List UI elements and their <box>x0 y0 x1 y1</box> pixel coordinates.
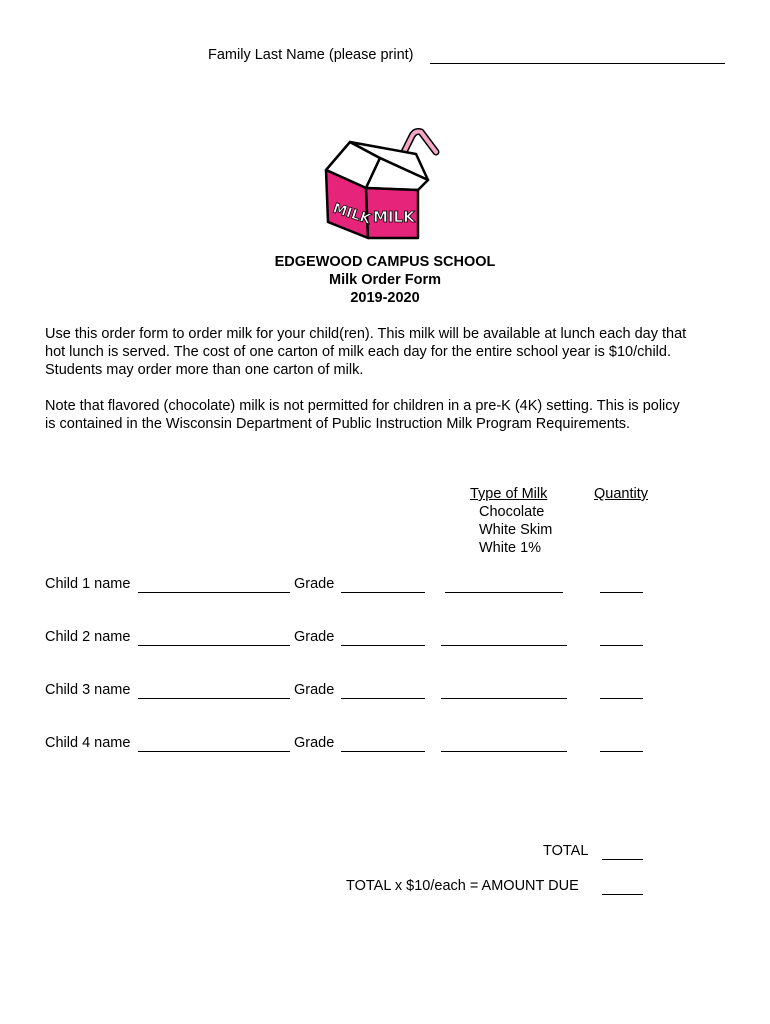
note-line: is contained in the Wisconsin Department of Public Instruction Milk Program Requirements. <box>45 416 631 432</box>
child-name-label: Child 1 name <box>45 576 131 592</box>
child-name-field[interactable] <box>138 645 290 646</box>
carton-word-left: MILK <box>330 200 373 228</box>
milk-type-field[interactable] <box>445 592 563 593</box>
family-name-field[interactable] <box>430 63 725 64</box>
option-white-skim: White Skim <box>479 522 553 538</box>
intro-line: Use this order form to order milk for your child(ren). This milk will be available at lunch each day that <box>45 326 687 342</box>
form-title: Milk Order Form <box>329 272 441 288</box>
grade-field[interactable] <box>341 751 425 752</box>
family-name-label: Family Last Name (please print) <box>208 47 414 63</box>
grade-label: Grade <box>294 629 335 645</box>
child-name-label: Child 3 name <box>45 682 131 698</box>
amount-due-field[interactable] <box>602 894 643 895</box>
intro-line: Students may order more than one carton of milk. <box>45 362 364 378</box>
intro-paragraph <box>45 325 735 379</box>
milk-type-field[interactable] <box>441 751 567 752</box>
child-name-field[interactable] <box>138 592 290 593</box>
child-name-field[interactable] <box>138 698 290 699</box>
quantity-header: Quantity <box>594 486 648 502</box>
total-field[interactable] <box>602 859 643 860</box>
option-white-1pct: White 1% <box>479 540 542 556</box>
quantity-field[interactable] <box>600 698 643 699</box>
total-label: TOTAL <box>543 843 589 859</box>
quantity-field[interactable] <box>600 645 643 646</box>
grade-label: Grade <box>294 682 335 698</box>
grade-label: Grade <box>294 735 335 751</box>
quantity-field[interactable] <box>600 592 643 593</box>
note-line: Note that flavored (chocolate) milk is not permitted for children in a pre-K (4K) setting. This is policy <box>45 398 680 414</box>
quantity-field[interactable] <box>600 751 643 752</box>
grade-field[interactable] <box>341 592 425 593</box>
grade-label: Grade <box>294 576 335 592</box>
intro-line: hot lunch is served. The cost of one carton of milk each day for the entire school year is $10/child. <box>45 344 671 360</box>
note-paragraph <box>45 397 735 433</box>
child-name-field[interactable] <box>138 751 290 752</box>
milk-carton-logo <box>318 124 450 242</box>
grade-field[interactable] <box>341 645 425 646</box>
family-name-row <box>208 47 414 63</box>
carton-word-right: MILK <box>373 208 415 226</box>
school-name: EDGEWOOD CAMPUS SCHOOL <box>274 254 496 270</box>
amount-due-label: TOTAL x $10/each = AMOUNT DUE <box>346 878 579 894</box>
child-name-label: Child 2 name <box>45 629 131 645</box>
grade-field[interactable] <box>341 698 425 699</box>
child-name-label: Child 4 name <box>45 735 131 751</box>
milk-type-field[interactable] <box>441 698 567 699</box>
option-chocolate: Chocolate <box>479 504 545 520</box>
milk-type-field[interactable] <box>441 645 567 646</box>
school-year: 2019-2020 <box>350 290 420 306</box>
type-of-milk-header: Type of Milk <box>470 486 548 502</box>
